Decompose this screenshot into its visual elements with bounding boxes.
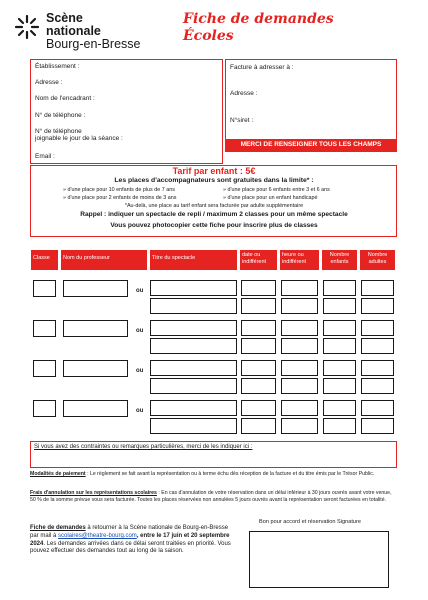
adults-count-input[interactable]: [361, 320, 394, 336]
tarif-heading: Tarif par enfant : 5€: [172, 166, 256, 176]
show-title-input[interactable]: [150, 418, 237, 434]
show-title-input[interactable]: [150, 320, 237, 336]
show-title-input[interactable]: [150, 378, 237, 394]
page-title: [183, 11, 334, 45]
payment-terms: [30, 471, 398, 478]
show-title-input[interactable]: [150, 338, 237, 354]
children-count-input[interactable]: [323, 320, 356, 336]
ou-label: ou: [136, 368, 144, 374]
title-line-1: Fiche de demandes: [183, 11, 334, 27]
children-count-input[interactable]: [323, 400, 356, 416]
header-professeur: Nom du professeur: [61, 250, 147, 270]
class-input[interactable]: [33, 360, 56, 377]
time-input[interactable]: [281, 378, 318, 394]
class-input[interactable]: [33, 320, 56, 337]
header-date: date ou indifférent: [240, 250, 277, 270]
show-title-input[interactable]: [150, 298, 237, 314]
time-input[interactable]: [281, 400, 318, 416]
send-dates: , entre le 17 juin et 20 septembre 2024: [30, 532, 230, 547]
time-input[interactable]: [281, 280, 318, 296]
brand-logo-icon: [14, 14, 40, 40]
adults-count-input[interactable]: [361, 338, 394, 354]
date-input[interactable]: [241, 338, 276, 354]
brand-line-3: Bourg-en-Bresse: [46, 37, 141, 51]
header-classe: Classe: [31, 250, 58, 270]
rule-3: » d'une place pour 2 enfants de moins de 3 ans: [63, 195, 177, 201]
date-input[interactable]: [241, 298, 276, 314]
places-heading: Les places d'accompagnateurs sont gratuites dans la limite* :: [114, 177, 314, 184]
adults-count-input[interactable]: [361, 360, 394, 376]
cancellation-terms: [30, 490, 398, 503]
date-input[interactable]: [241, 418, 276, 434]
class-input[interactable]: [33, 280, 56, 297]
children-count-input[interactable]: [323, 338, 356, 354]
brand-name: [46, 12, 141, 51]
date-input[interactable]: [241, 360, 276, 376]
cancel-label: Frais d'annulation sur les représentations scolaires: [30, 490, 157, 496]
header-nb-enfants: Nombre enfants: [322, 250, 357, 270]
adults-count-input[interactable]: [361, 400, 394, 416]
brand-line-2: nationale: [46, 24, 101, 38]
field-etablissement: Établissement :: [35, 63, 80, 70]
date-input[interactable]: [241, 280, 276, 296]
adults-count-input[interactable]: [361, 418, 394, 434]
field-email: Email :: [35, 153, 55, 160]
field-facture: Facture à adresser à :: [230, 64, 294, 71]
photocopy-line: Vous pouvez photocopier cette fiche pour inscrire plus de classes: [110, 222, 318, 229]
rule-4: » d'une place pour un enfant handicapé: [223, 195, 318, 201]
class-input[interactable]: [33, 400, 56, 417]
school-info-box: [30, 59, 223, 164]
field-telephone-jour: N° de téléphone: [35, 128, 82, 135]
send-instructions: [30, 525, 238, 556]
date-input[interactable]: [241, 320, 276, 336]
date-input[interactable]: [241, 378, 276, 394]
constraints-label: Si vous avez des contraintes ou remarques particulières, merci de les indiquer ici :: [34, 444, 253, 450]
teacher-input[interactable]: [63, 400, 128, 417]
payment-text: : Le règlement se fait avant la représentation ou à terme échu dès réception de la facture et du titre émis par le Trésor Public.: [85, 471, 375, 477]
header-heure: heure ou indifférent: [280, 250, 319, 270]
brand-line-1: Scène: [46, 11, 83, 25]
field-encadrant: Nom de l'encadrant :: [35, 95, 95, 102]
rappel-line: Rappel : indiquer un spectacle de repli / maximum 2 classes pour un même spectacle: [80, 211, 348, 218]
field-siret: N°siret :: [230, 117, 254, 124]
date-input[interactable]: [241, 400, 276, 416]
adults-count-input[interactable]: [361, 280, 394, 296]
title-line-2: Écoles: [183, 28, 234, 44]
send-text-3: . Les demandes arrivées dans ce délai seront traitées en priorité. Vous pouvez effectuer des demandes tout au long de la saison.: [30, 540, 231, 555]
teacher-input[interactable]: [63, 280, 128, 297]
time-input[interactable]: [281, 360, 318, 376]
send-text-1: à retourner à la Scène nationale de Bourg-en-Bresse par mail à: [30, 525, 229, 539]
rule-1: » d'une place pour 10 enfants de plus de 7 ans: [63, 187, 175, 193]
show-title-input[interactable]: [150, 280, 237, 296]
ou-label: ou: [136, 328, 144, 334]
children-count-input[interactable]: [323, 378, 356, 394]
cancel-text: : En cas d'annulation de votre réservation dans un délai inférieur à 30 jours ouvrés avant votre venue, 50 % de la somme prévue vous sera facturée. Toutes les places réservées non annulées 5 jours ouvrés avant la représentation seront facturées en totalité.: [30, 490, 392, 503]
teacher-input[interactable]: [63, 360, 128, 377]
time-input[interactable]: [281, 320, 318, 336]
email-link[interactable]: scolaires@theatre-bourg.com: [58, 532, 137, 539]
pricing-footnote: *Au-delà, une place au tarif enfant sera facturée par adulte supplémentaire: [124, 203, 304, 209]
time-input[interactable]: [281, 418, 318, 434]
ou-label: ou: [136, 288, 144, 294]
required-fields-notice: MERCI DE RENSEIGNER TOUS LES CHAMPS: [225, 139, 397, 151]
header-nb-adultes: Nombre adultes: [360, 250, 395, 270]
children-count-input[interactable]: [323, 418, 356, 434]
payment-label: Modalités de paiement: [30, 471, 86, 477]
header-spectacle: Titre du spectacle: [150, 250, 237, 270]
children-count-input[interactable]: [323, 360, 356, 376]
rule-2: » d'une place pour 6 enfants entre 3 et 6 ans: [223, 187, 330, 193]
teacher-input[interactable]: [63, 320, 128, 337]
send-label: Fiche de demandes: [30, 525, 86, 531]
adults-count-input[interactable]: [361, 298, 394, 314]
children-count-input[interactable]: [323, 298, 356, 314]
children-count-input[interactable]: [323, 280, 356, 296]
field-adresse: Adresse :: [35, 79, 63, 86]
show-title-input[interactable]: [150, 400, 237, 416]
show-title-input[interactable]: [150, 360, 237, 376]
time-input[interactable]: [281, 338, 318, 354]
field-adresse-facture: Adresse :: [230, 90, 258, 97]
field-telephone-jour-2: joignable le jour de la séance :: [35, 135, 123, 142]
time-input[interactable]: [281, 298, 318, 314]
signature-box[interactable]: [249, 531, 389, 588]
ou-label: ou: [136, 408, 144, 414]
adults-count-input[interactable]: [361, 378, 394, 394]
field-telephone: N° de téléphone :: [35, 112, 86, 119]
signature-label: Bon pour accord et réservation Signature: [259, 519, 361, 525]
